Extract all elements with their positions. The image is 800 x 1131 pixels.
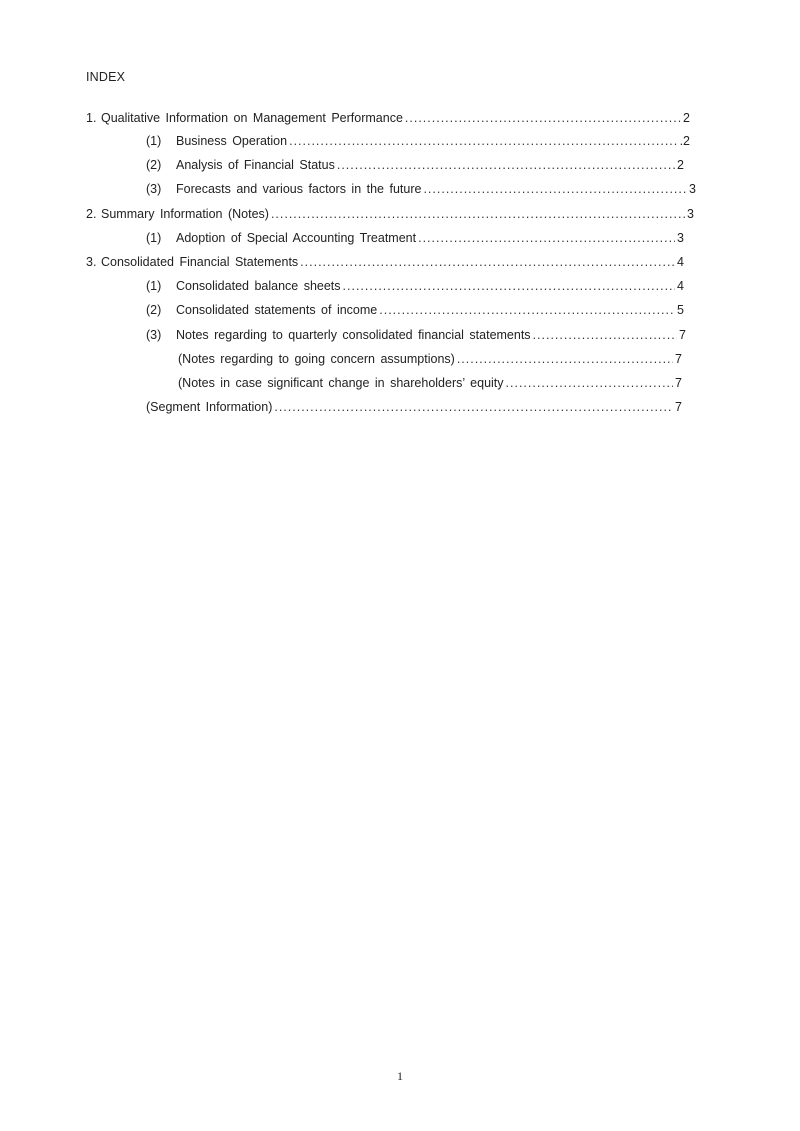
toc-entry-label: Adoption of Special Accounting Treatment xyxy=(176,231,417,245)
toc-entry-1-3 xyxy=(146,181,696,197)
toc-entry-number: 2. xyxy=(86,207,97,221)
toc-entry-3-1 xyxy=(146,278,684,294)
toc-entry-page: 3 xyxy=(677,231,684,245)
toc-leader-dots xyxy=(506,375,674,391)
toc-entry-number: (3) xyxy=(146,328,162,342)
toc-entry-1-2 xyxy=(146,157,684,173)
toc-leader-dots xyxy=(289,133,677,149)
toc-entry-label: Business Operation xyxy=(176,134,288,148)
toc-entry-page: 5 xyxy=(677,303,684,317)
toc-leader-dots xyxy=(379,302,675,318)
toc-entry-label: Consolidated Financial Statements xyxy=(101,255,299,269)
toc-leader-dots xyxy=(274,399,673,415)
toc-entry-label: Qualitative Information on Management Performance xyxy=(101,111,403,125)
toc-entry-page: 4 xyxy=(677,255,684,269)
toc-leader-dots xyxy=(343,278,676,294)
toc-entry-3-2 xyxy=(146,302,684,318)
toc-entry-2 xyxy=(86,206,694,222)
toc-entry-label: Notes regarding to quarterly consolidated financial statements xyxy=(176,328,531,342)
toc-leader-dots xyxy=(457,351,673,367)
toc-entry-page: 2 xyxy=(683,111,690,125)
toc-entry-label: Consolidated balance sheets xyxy=(176,279,341,293)
toc-leader-dots xyxy=(337,157,675,173)
toc-entry-page: 4 xyxy=(677,279,684,293)
toc-entry-number: 1. xyxy=(86,111,97,125)
toc-entry-2-1 xyxy=(146,230,684,246)
toc-entry-number: (1) xyxy=(146,279,162,293)
toc-entry-page: 7 xyxy=(675,376,682,390)
toc-entry-page: 7 xyxy=(675,400,682,414)
toc-entry-label: Analysis of Financial Status xyxy=(176,158,335,172)
toc-leader-dots xyxy=(533,327,677,343)
toc-entry-number: (1) xyxy=(146,134,162,148)
toc-entry-number: (2) xyxy=(146,158,162,172)
toc-entry-page: 7 xyxy=(675,352,682,366)
toc-leader-dots xyxy=(405,110,681,126)
toc-entry-label: Forecasts and various factors in the future xyxy=(176,182,422,196)
toc-entry-number: (1) xyxy=(146,231,162,245)
toc-entry-3-3 xyxy=(146,327,686,343)
toc-entry-page: 3 xyxy=(687,207,694,221)
toc-entry-number: (3) xyxy=(146,182,162,196)
toc-entry-label: Consolidated statements of income xyxy=(176,303,378,317)
toc-leader-dots xyxy=(423,181,687,197)
toc-entry-segment-information xyxy=(146,399,682,415)
toc-entry-label: (Notes regarding to going concern assumptions) xyxy=(178,352,455,366)
toc-entry-3 xyxy=(86,254,684,270)
toc-entry-label: (Notes in case significant change in shareholders’ equity xyxy=(178,376,504,390)
toc-entry-1 xyxy=(86,110,690,126)
toc-entry-page: 3 xyxy=(689,182,696,196)
index-title: INDEX xyxy=(86,70,126,84)
toc-entry-label: (Segment Information) xyxy=(146,400,273,414)
toc-leader-dots xyxy=(300,254,675,270)
toc-leader-dots xyxy=(418,230,675,246)
toc-entry-page: 2 xyxy=(677,158,684,172)
toc-entry-3-3-a xyxy=(178,351,682,367)
toc-entry-number: (2) xyxy=(146,303,162,317)
toc-leader-dots xyxy=(271,206,685,222)
toc-entry-label: Summary Information (Notes) xyxy=(101,207,269,221)
toc-entry-3-3-b xyxy=(178,375,682,391)
toc-entry-page: .2 xyxy=(679,134,690,148)
page-number: 1 xyxy=(397,1069,403,1083)
toc-entry-number: 3. xyxy=(86,255,97,269)
toc-entry-page: 7 xyxy=(679,328,686,342)
toc-entry-1-1 xyxy=(146,133,690,149)
